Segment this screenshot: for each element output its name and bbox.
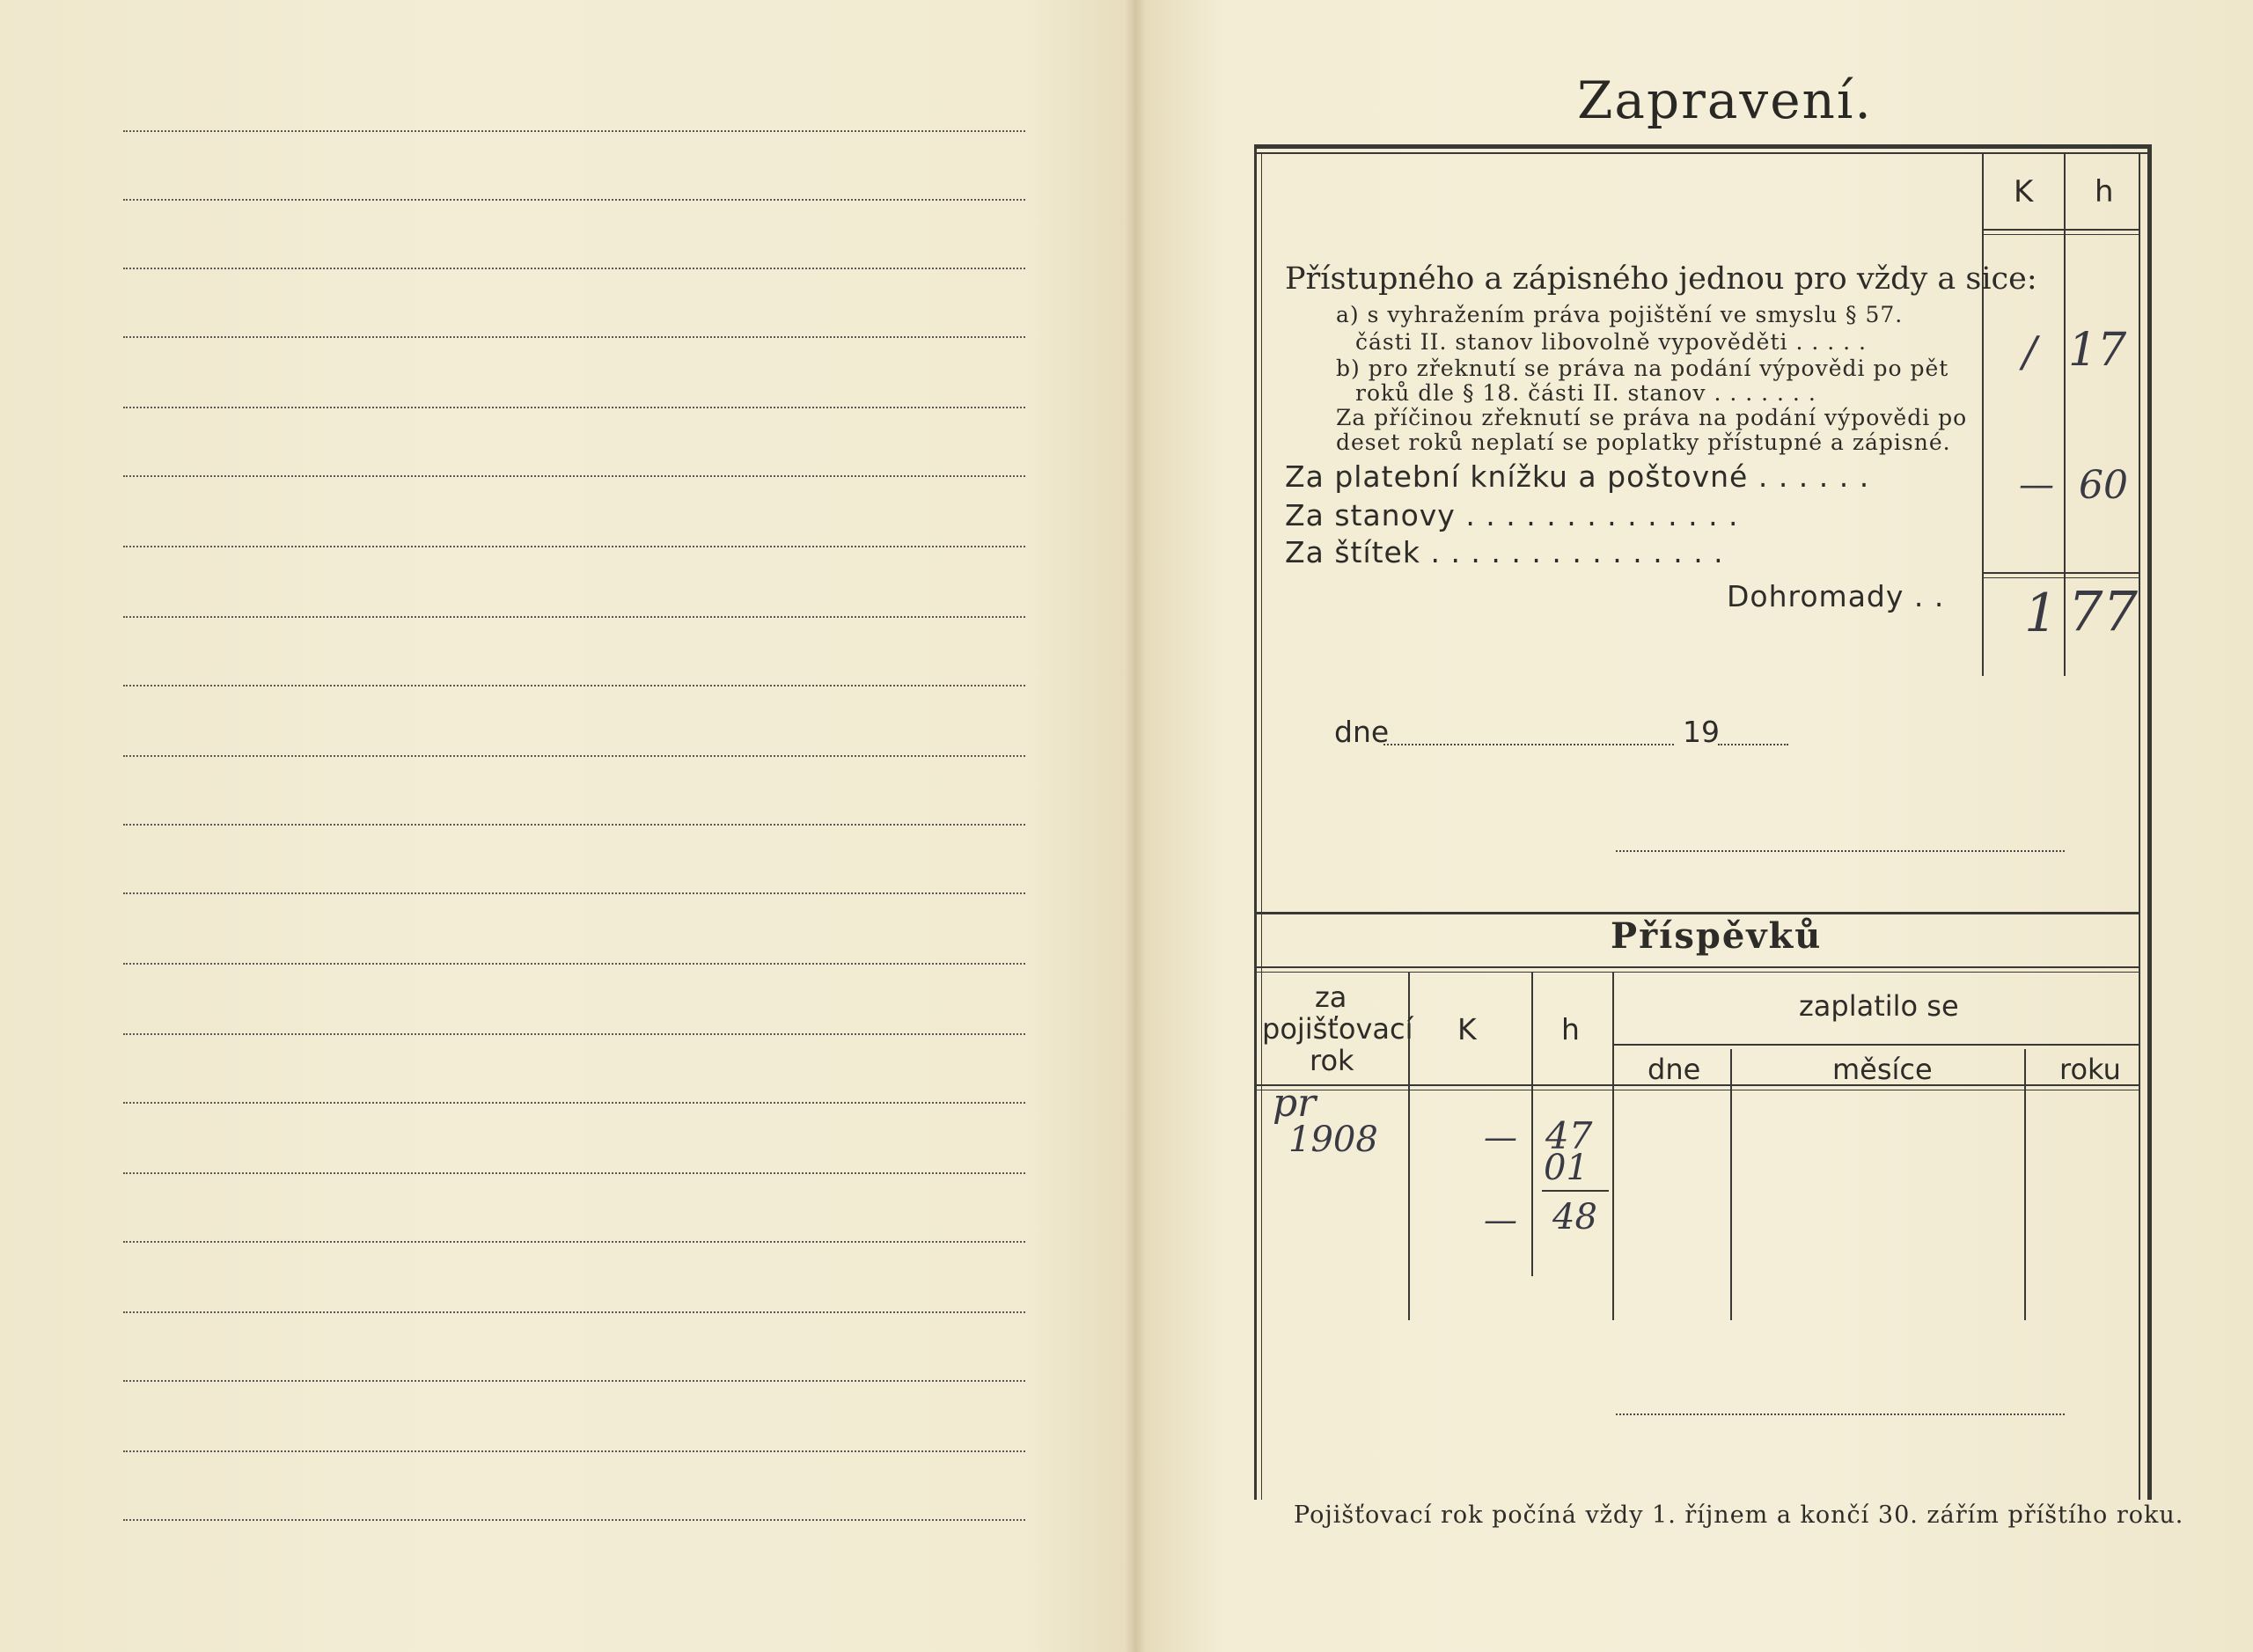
ruled-line	[123, 1450, 1025, 1452]
contrib-title: Příspěvků	[1611, 915, 1823, 957]
ruled-line	[123, 268, 1025, 269]
total-rule-2	[1982, 577, 2139, 578]
kh-header-rule	[1982, 229, 2139, 231]
ruled-line	[123, 963, 1025, 965]
col-year-label-2: pojišťovací	[1262, 1012, 1413, 1046]
hand-h-2: 01	[1544, 1148, 1589, 1188]
frame-left	[1254, 144, 1257, 1500]
ruled-line	[123, 336, 1025, 338]
ruled-line	[123, 475, 1025, 477]
hand-a-k: /	[2022, 327, 2037, 377]
ruled-line	[123, 685, 1025, 686]
hand-a-h: 17	[2068, 324, 2127, 377]
frame-left-inner	[1261, 152, 1262, 1500]
col-year-label-3: rok	[1310, 1044, 1354, 1077]
col-paid-label: zaplatilo se	[1799, 989, 1959, 1023]
note-line-1: Za příčinou zřeknutí se práva na podání výpovědi po	[1336, 405, 1968, 430]
date-year-dotline	[1718, 744, 1788, 745]
note-line-2: deset roků neplatí se poplatky přístupné a zápisné.	[1336, 430, 1951, 455]
contrib-title-rule	[1257, 966, 2140, 968]
ruled-line	[123, 1102, 1025, 1104]
col-h-line	[2064, 154, 2066, 676]
ruled-line	[123, 1380, 1025, 1382]
frame-right-inner	[2139, 152, 2140, 1500]
hand-year-1: pr	[1273, 1081, 1317, 1126]
frame-right	[2147, 144, 2152, 1500]
col-k-line	[1982, 154, 1984, 676]
contrib-col-h: h	[1561, 1012, 1580, 1046]
ruled-line	[123, 1519, 1025, 1521]
contrib-col-3	[1612, 973, 1614, 1320]
ruled-line	[123, 130, 1025, 132]
bottom-signature-line	[1616, 1413, 2065, 1415]
item-b-line-2: roků dle § 18. části II. stanov . . . . . . .	[1355, 380, 1816, 406]
item-a-line-2: části II. stanov libovolně vypověděti . . . . .	[1355, 329, 1867, 355]
ruled-line	[123, 892, 1025, 894]
hand-year-2: 1908	[1288, 1120, 1378, 1160]
ruled-line	[123, 199, 1025, 201]
col-h-label: h	[2095, 174, 2114, 209]
frame-top	[1254, 144, 2152, 149]
date-year: 19	[1683, 715, 1720, 749]
hand-k-1: —	[1484, 1118, 1517, 1156]
ruled-line	[123, 1172, 1025, 1174]
ruled-line	[123, 824, 1025, 826]
frame-top-inner	[1254, 152, 2152, 154]
col-year-label-1: za	[1315, 980, 1347, 1014]
ruled-line	[123, 546, 1025, 547]
date-prefix: dne	[1334, 715, 1390, 749]
col-month-label: měsíce	[1832, 1053, 1933, 1086]
signature-line	[1616, 850, 2065, 852]
hand-sum-rule	[1542, 1190, 1609, 1192]
hand-booklet-h: 60	[2079, 463, 2128, 508]
item-b-line-1: b) pro zřeknutí se práva na podání výpovědi po pět	[1336, 356, 1949, 381]
hand-k-2: —	[1484, 1200, 1517, 1239]
row-label: Za štítek . . . . . . . . . . . . . . .	[1285, 535, 1724, 569]
paid-sub-rule	[1612, 1044, 2139, 1046]
ruled-line	[123, 407, 1025, 408]
row-statutes: Za stanovy . . . . . . . . . . . . . .	[1285, 498, 1739, 532]
contrib-top-rule	[1257, 912, 2140, 914]
hand-booklet-k: —	[2019, 465, 2054, 505]
contrib-col-k: K	[1457, 1012, 1477, 1046]
kh-header-rule-2	[1982, 234, 2139, 235]
col-year-paid-label: roku	[2059, 1053, 2121, 1086]
ruled-line	[123, 1311, 1025, 1313]
hand-total-k: 1	[2024, 583, 2059, 644]
date-dotline	[1383, 744, 1674, 745]
hand-h-3: 48	[1552, 1197, 1597, 1237]
book-gutter	[1125, 0, 1146, 1652]
contrib-col-2	[1531, 973, 1533, 1276]
ruled-line	[123, 1033, 1025, 1035]
total-label: Dohromady . .	[1727, 579, 1945, 613]
right-page	[1135, 0, 2253, 1652]
hand-total-h: 77	[2068, 579, 2138, 643]
contrib-title-rule-2	[1257, 972, 2140, 973]
ruled-line	[123, 616, 1025, 618]
col-day-label: dne	[1648, 1053, 1701, 1086]
col-k-label: K	[2014, 174, 2034, 209]
row-booklet: Za platební knížku a poštovné . . . . . .	[1285, 459, 1870, 494]
hand-h-1: 47	[1545, 1114, 1593, 1157]
item-a-line-1: a) s vyhražením práva pojištění ve smyslu § 57.	[1336, 302, 1904, 327]
page-title: Zapravení.	[1577, 70, 1873, 130]
ruled-line	[123, 1241, 1025, 1243]
footer-note: Pojišťovací rok počíná vždy 1. říjnem a končí 30. zářím příštího roku.	[1294, 1501, 2184, 1529]
fee-heading: Přístupného a zápisného jednou pro vždy a sice:	[1285, 261, 2037, 297]
total-rule	[1982, 572, 2139, 574]
ruled-line	[123, 755, 1025, 757]
